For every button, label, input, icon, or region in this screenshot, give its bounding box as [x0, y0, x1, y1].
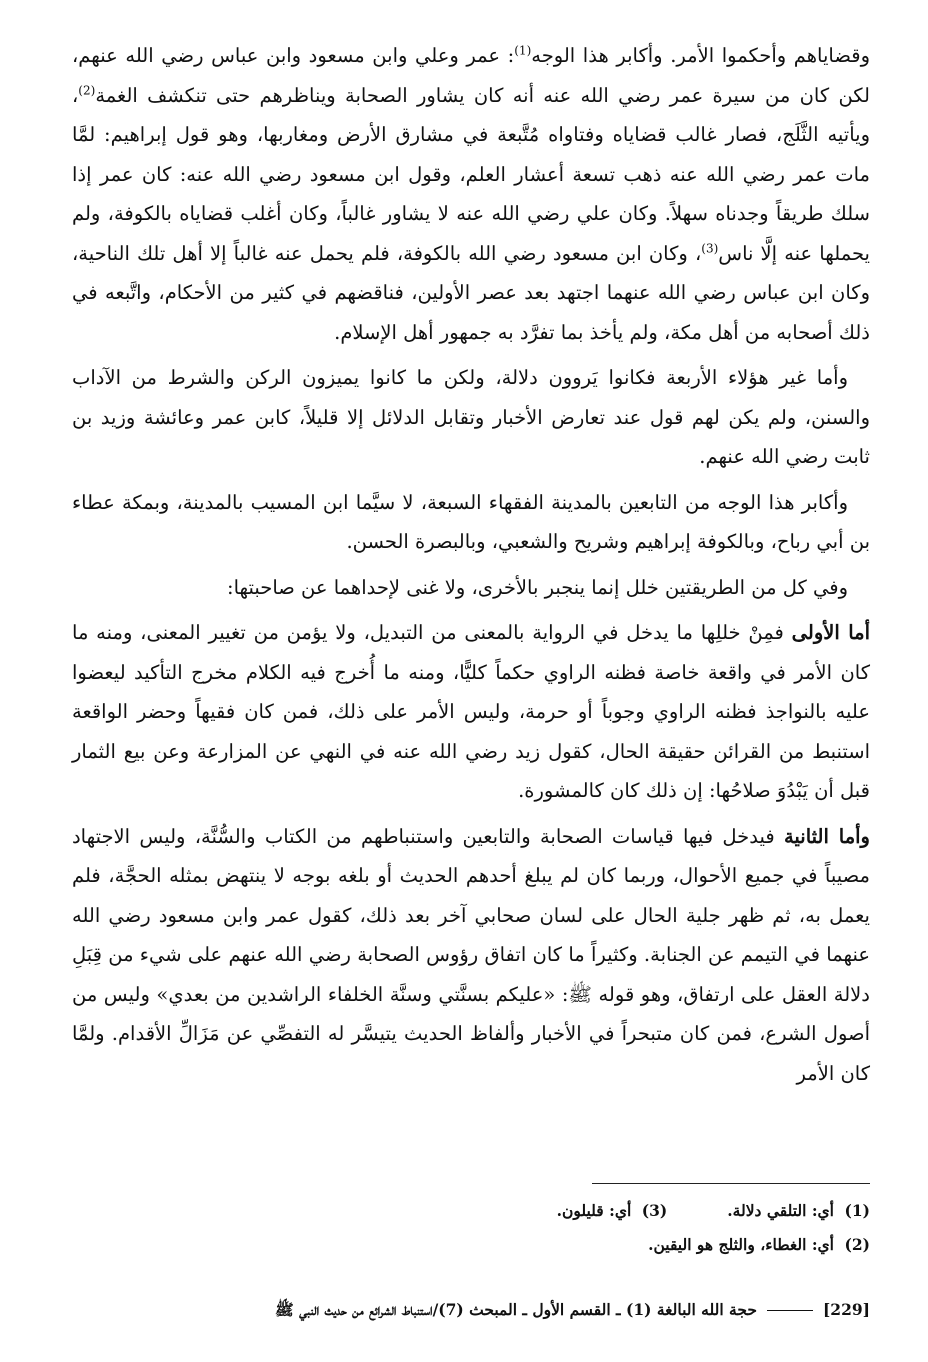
- footnote-ref-1[interactable]: (1): [514, 43, 532, 58]
- footnote-text-2: أي: الغطاء، والثلج هو اليقين.: [648, 1235, 834, 1254]
- paragraph-1: [72, 36, 870, 352]
- section-lead-first: أما الأولى: [791, 621, 870, 644]
- footnote-row-2: [58, 1234, 870, 1256]
- paragraph-5: [72, 613, 870, 811]
- footnote-number-1: (1): [844, 1201, 870, 1220]
- footer-dash: [767, 1310, 813, 1311]
- footnote-text-3: أي: قليلون.: [556, 1201, 632, 1220]
- paragraph-3: وأكابر هذا الوجه من التابعين بالمدينة الفقهاء السبعة، لا سيَّما ابن المسيب بالمدينة، وبمكة عطاء بن أبي رباح، وبالكوفة إبراهيم وشريح والشعبي، وبالبصرة الحسن.: [72, 490, 870, 553]
- text-run: فيدخل فيها قياسات الصحابة والتابعين واستنباطهم من الكتاب والسُّنَّة، وليس الاجتهاد مصيباً في جميع الأحوال، وربما كان لم يبلغ أحدهم الحديث أو بلغه بوجه لا ينتهض بمثله الحجَّة، فلم يعمل به، ثم ظهر جلية الحال على لسان صحابي آخر بعد ذلك، كقول عمر وابن مسعود رضي الله عنهما في التيمم عن الجنابة. وكثيراً ما كان اتفاق رؤوس الصحابة رضي الله عنهم على شيء من قِبَلِ دلالة العقل على ارتفاق، وهو قوله ﷺ: «عليكم بسنَّتي وسنَّة الخلفاء الراشدين من بعدي» وليس من أصول الشرع، فمن كان متبحراً في الأخبار وألفاظ الحديث يتيسَّر له التفصِّي عن مَزَالِّ الأقدام. ولمَّا كان الأمر: [72, 824, 870, 1085]
- paragraph-2: وأما غير هؤلاء الأربعة فكانوا يَروون دلالة، ولكن ما كانوا يميزون الركن والشرط من الآداب والسنن، ولم يكن لهم قول عند تعارض الأخبار وتقابل الدلائل إلا قليلاً، كابن عمر وعائشة وزيد بن ثابت رضي الله عنهم.: [72, 366, 870, 468]
- footnote-text-1: أي: التلقي دلالة.: [727, 1201, 834, 1220]
- text-run: ، وكان ابن مسعود رضي الله بالكوفة، فلم يحمل عنه غالباً إلا أهل تلك الناحية، وكان ابن عباس رضي الله عنهما اجتهد بعد عصر الأولين، فناقضهم في كثير من الأحكام، واتَّبعه في ذلك أصحابه من أهل مكة، ولم يأخذ بما تفرَّد به جمهور أهل الإسلام.: [72, 241, 870, 344]
- footnote-number-3: (3): [641, 1201, 668, 1220]
- text-run: : عمر وعلي وابن مسعود وابن عباس رضي الله عنهم، لكن كان من سيرة عمر رضي الله عنه أنه كان يشاور الصحابة ويناظرهم حتى تنكشف الغمة: [72, 44, 870, 107]
- section-lead-second: وأما الثانية: [783, 824, 870, 848]
- text-run: ، ويأتيه الثَّلَج، فصار غالب قضاياه وفتاواه مُتَّبعة في مشارق الأرض ومغاربها، وهو قول إبراهيم: لمَّا مات عمر رضي الله عنه ذهب تسعة أعشار العلم، وقول ابن مسعود رضي الله عنه: كان عمر إذا سلك طريقاً وجدناه سهلاً. وكان علي رضي الله عنه لا يشاور غالباً، وكان أغلب قضاياه بالكوفة، ولم يحملها عنه إلَّا ناس: [72, 83, 870, 265]
- footnote-ref-3[interactable]: (3): [701, 241, 719, 255]
- text-run: فمِنْ خللِها ما يدخل في الرواية بالمعنى من التبديل، ولا يؤمن من تغيير المعنى، ومنه ما كان الأمر في واقعة خاصة فظنه الراوي حكماً كليًّا، ومنه ما أُخرج فيه الكلام مخرج التأكيد ليعضوا عليه بالنواجذ فظنه الراوي وجوباً أو حرمة، وليس الأمر على ذلك، فمن كان فقيهاً وحضر الواقعة استنبط من القرائن حقيقة الحال، كقول زيد رضي الله عنه في النهي عن المزارعة وعن بيع الثمار قبل أن يَبْدُوَ صلاحُها: إن ذلك كان كالمشورة.: [72, 621, 870, 802]
- text-run: وقضاياهم وأحكموا الأمر. وأكابر هذا الوجه: [531, 44, 870, 67]
- page-number: [229]: [822, 1300, 870, 1319]
- footnote-row-1: [58, 1200, 870, 1222]
- footnote-number-2: (2): [844, 1235, 870, 1254]
- paragraph-6: [72, 817, 870, 1094]
- main-text: [72, 36, 870, 1099]
- footnote-separator: [592, 1183, 870, 1184]
- paragraph-4: وفي كل من الطريقتين خلل إنما ينجبر بالأخرى، ولا غنى لإحداهما عن صاحبتها:: [227, 575, 848, 599]
- running-title: حجة الله البالغة (1) ـ القسم الأول ـ المبحث (7)/استنباط الشرائع من حديث النبي ﷺ: [275, 1300, 757, 1319]
- footnote-ref-2[interactable]: (2): [78, 83, 96, 97]
- running-footer: [58, 1298, 870, 1322]
